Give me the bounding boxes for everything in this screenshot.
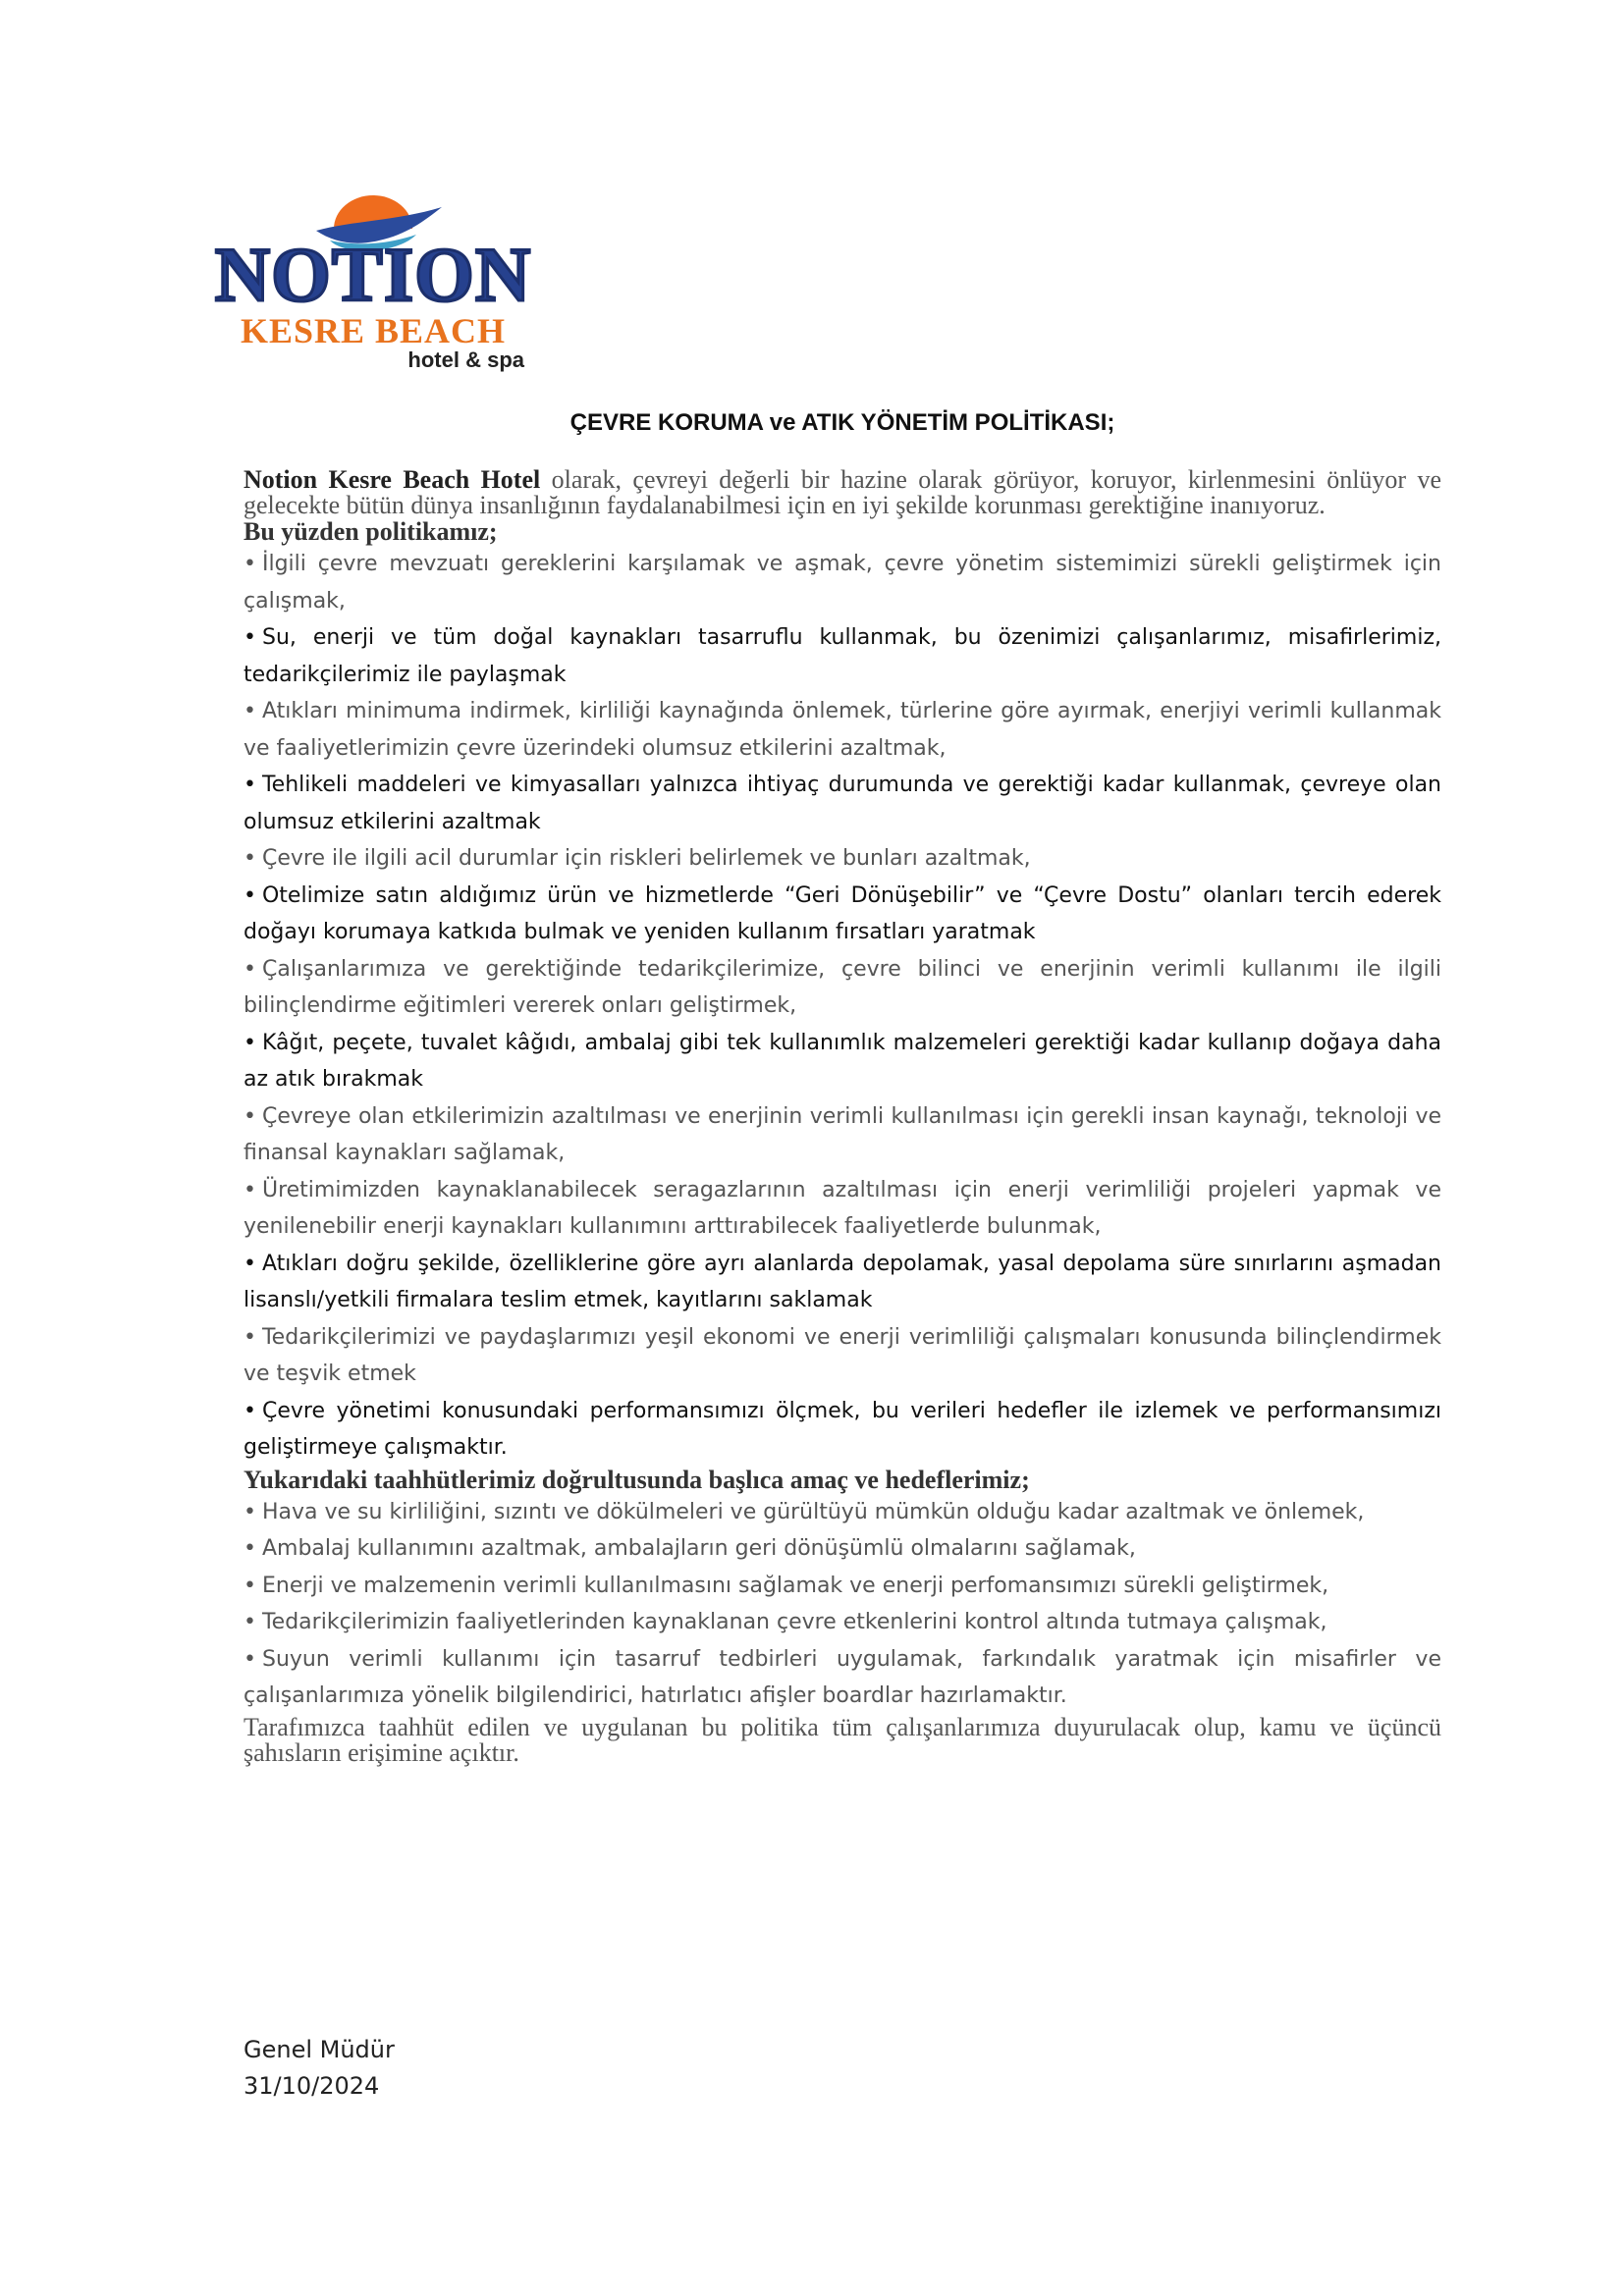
bullet-icon: • (244, 625, 256, 650)
document-body (244, 467, 1441, 1766)
policy-item (244, 951, 1441, 1025)
bullet-icon: • (244, 552, 256, 576)
bullet-icon: • (244, 1573, 256, 1598)
bullet-icon: • (244, 1646, 256, 1672)
policy-item (244, 1025, 1441, 1098)
goal-item (244, 1568, 1441, 1605)
logo-subtitle: KESRE BEACH (240, 311, 507, 350)
policy-item (244, 693, 1441, 767)
goal-item (244, 1641, 1441, 1715)
signature-role: Genel Müdür (244, 2036, 395, 2063)
policy-item-text: Atıkları minimuma indirmek, kirliliği kaynağında önlemek, türlerine göre ayırmak, enerjiyi verimli kullanmak ve faaliyetlerimizin çevre üzerindeki olumsuz etkilerini azaltmak, (244, 699, 1441, 761)
policy-item (244, 767, 1441, 840)
goal-item-text: Tedarikçilerimizin faaliyetlerinden kaynaklanan çevre etkenlerini kontrol altında tutmaya çalışmak, (261, 1610, 1327, 1634)
goals-heading: Yukarıdaki taahhütlerimiz doğrultusunda başlıca amaç ve hedeflerimiz; (244, 1465, 1030, 1494)
policy-item (244, 546, 1441, 619)
policy-item-text: Üretimimizden kaynaklanabilecek seragazlarının azaltılması için enerji verimliliği projeleri yapmak ve yenilenebilir enerji kaynakları kullanımını arttırabilecek faaliyetlerde bulunmak, (244, 1177, 1441, 1239)
policy-item (244, 840, 1441, 878)
policy-item (244, 1246, 1441, 1319)
logo-tagline: hotel & spa (407, 347, 524, 372)
policy-item (244, 619, 1441, 693)
goal-item-text: Ambalaj kullanımını azaltmak, ambalajların geri dönüşümlü olmalarını sağlamak, (261, 1536, 1136, 1561)
policy-item-text: İlgili çevre mevzuatı gereklerini karşılamak ve aşmak, çevre yönetim sistemimizi sürekli geliştirmek için çalışmak, (244, 552, 1441, 614)
policy-item-text: Kâğıt, peçete, tuvalet kâğıdı, ambalaj gibi tek kullanımlık malzemeleri gerektiği kadar kullanıp doğaya daha az atık bırakmak (244, 1030, 1441, 1092)
bullet-icon: • (244, 1177, 256, 1202)
bullet-icon: • (244, 1610, 256, 1634)
policy-item (244, 878, 1441, 951)
intro-text: olarak, çevreyi değerli bir hazine olarak görüyor, koruyor, kirlenmesini önlüyor ve gelecekte bütün dünya insanlığının faydalanabilmesi için en iyi şekilde korunması gerektiğine inanıyoruz. (244, 465, 1441, 519)
bullet-icon: • (244, 1103, 256, 1129)
policy-item-text: Çevre yönetimi konusundaki performansımızı ölçmek, bu verileri hedefler ile izlemek ve performansımızı geliştirmeye çalışmaktır. (244, 1398, 1441, 1460)
signature-date: 31/10/2024 (244, 2072, 380, 2100)
bullet-icon: • (244, 1324, 256, 1350)
bullet-icon: • (244, 699, 256, 723)
policy-item-text: Tehlikeli maddeleri ve kimyasalları yalnızca ihtiyaç durumunda ve gerektiği kadar kullanmak, çevreye olan olumsuz etkilerini azaltmak (244, 773, 1441, 834)
policy-item-text: Çevreye olan etkilerimizin azaltılması ve enerjinin verimli kullanılması için gerekli insan kaynağı, teknoloji ve finansal kaynakları sağlamak, (244, 1103, 1441, 1165)
bullet-icon: • (244, 1536, 256, 1561)
goal-item (244, 1604, 1441, 1641)
policy-heading: Bu yüzden politikamız; (244, 517, 498, 546)
hotel-logo (214, 191, 532, 373)
policy-item-text: Tedarikçilerimizi ve paydaşlarımızı yeşil ekonomi ve enerji verimliliği çalışmaları konusunda bilinçlendirmek ve teşvik etmek (244, 1324, 1441, 1386)
bullet-icon: • (244, 846, 256, 871)
goal-item-text: Enerji ve malzemenin verimli kullanılmasını sağlamak ve enerji perfomansımızı sürekli geliştirmek, (261, 1573, 1329, 1598)
signature-block (244, 2032, 395, 2105)
policy-item-text: Atıkları doğru şekilde, özelliklerine göre ayrı alanlarda depolamak, yasal depolama süre sınırlarını aşmadan lisanslı/yetkili firmalara teslim etmek, kayıtlarını saklamak (244, 1251, 1441, 1312)
policy-item (244, 1172, 1441, 1246)
bullet-icon: • (244, 1499, 256, 1524)
bullet-icon: • (244, 882, 256, 908)
policy-item (244, 1319, 1441, 1393)
goal-item-text: Suyun verimli kullanımı için tasarruf tedbirleri uygulamak, farkındalık yaratmak için misafirler ve çalışanlarımıza yönelik bilgilendirici, hatırlatıcı afişler boardlar hazırlamaktır. (244, 1646, 1441, 1708)
document-title: ÇEVRE KORUMA ve ATIK YÖNETİM POLİTİKASI; (569, 409, 1115, 436)
goal-item (244, 1494, 1441, 1531)
policy-item-text: Çevre ile ilgili acil durumlar için riskleri belirlemek ve bunları azaltmak, (261, 846, 1031, 871)
policy-item-text: Su, enerji ve tüm doğal kaynakları tasarruflu kullanmak, bu özenimizi çalışanlarımız, misafirlerimiz, tedarikçilerimiz ile paylaşmak (244, 625, 1441, 687)
goal-item-text: Hava ve su kirliliğini, sızıntı ve dökülmeleri ve gürültüyü mümkün olduğu kadar azaltmak ve önlemek, (261, 1499, 1365, 1524)
intro-paragraph (244, 467, 1441, 518)
policy-item (244, 1393, 1441, 1467)
bullet-icon: • (244, 956, 256, 982)
bullet-icon: • (244, 1251, 256, 1276)
policy-item-text: Çalışanlarımıza ve gerektiğinde tedarikçilerimize, çevre bilinci ve enerjinin verimli kullanımı ile ilgili bilinçlendirme eğitimleri vererek onları geliştirmek, (244, 956, 1441, 1018)
hotel-name: Notion Kesre Beach Hotel (244, 465, 541, 494)
goal-item (244, 1530, 1441, 1568)
policy-item-text: Otelimize satın aldığımız ürün ve hizmetlerde “Geri Dönüşebilir” ve “Çevre Dostu” olanları tercih ederek doğayı korumaya katkıda bulmak ve yeniden kullanım fırsatları yaratmak (244, 882, 1441, 944)
bullet-icon: • (244, 773, 256, 797)
bullet-icon: • (244, 1030, 256, 1055)
closing-paragraph: Tarafımızca taahhüt edilen ve uygulanan bu politika tüm çalışanlarımıza duyurulacak olup, kamu ve üçüncü şahısların erişimine açıktır. (244, 1712, 1441, 1767)
logo-brand: NOTION (214, 232, 532, 317)
policy-item (244, 1098, 1441, 1172)
bullet-icon: • (244, 1398, 256, 1423)
